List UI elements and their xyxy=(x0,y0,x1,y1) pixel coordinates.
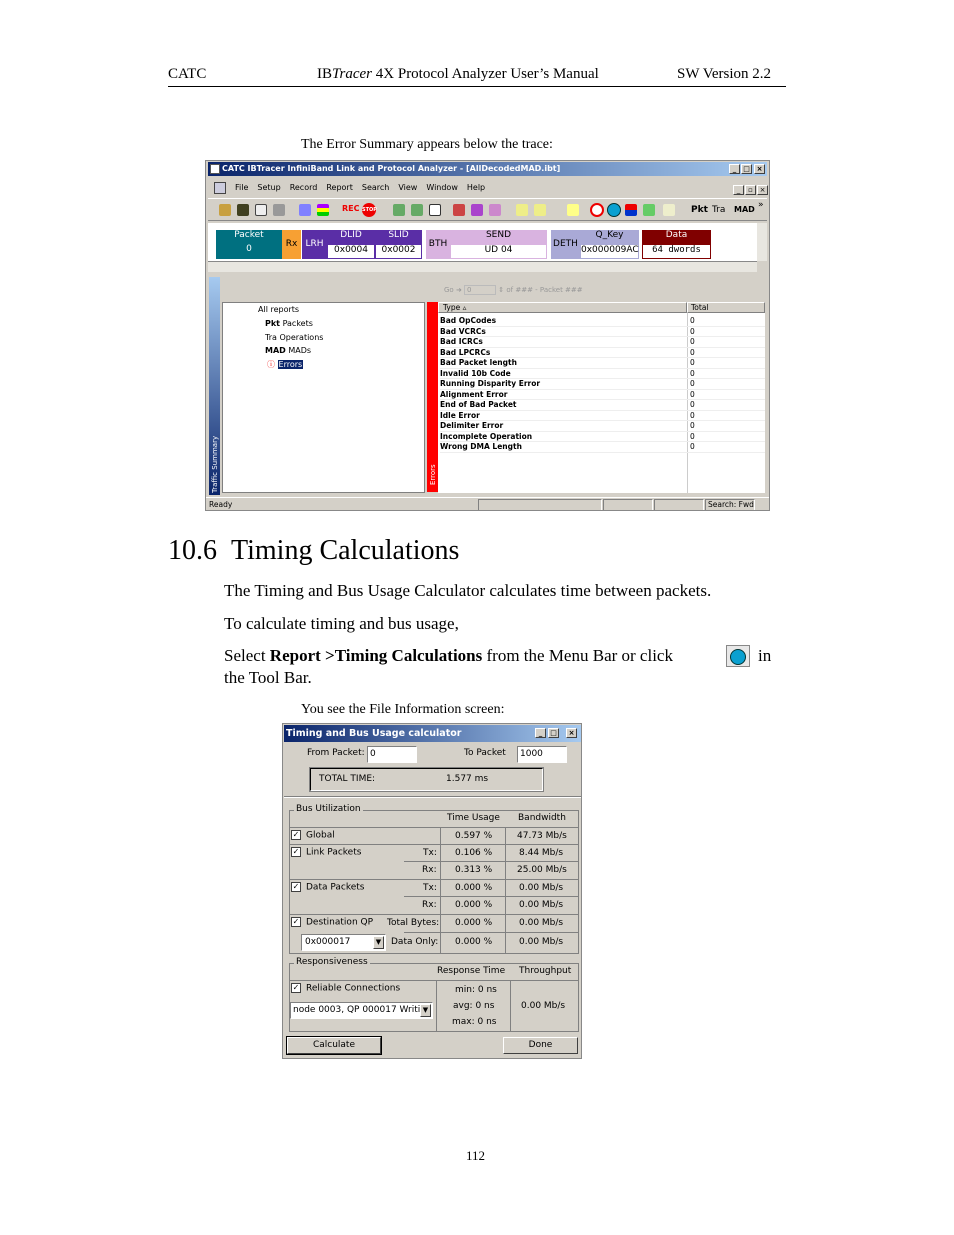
paragraph-3 xyxy=(224,646,673,666)
slid-value: 0x0002 xyxy=(375,244,422,259)
bandwidth-header: Bandwidth xyxy=(518,813,566,823)
grid-line xyxy=(404,896,578,897)
destination-qp-checkbox[interactable] xyxy=(291,917,373,928)
tree-errors-label: Errors xyxy=(278,360,303,369)
error-total: 0 xyxy=(690,389,695,399)
caption-2: You see the File Information screen: xyxy=(301,702,505,717)
goto-label: Go xyxy=(444,286,454,294)
p3-pre: Select xyxy=(224,646,270,665)
link-rx-bandwidth: 25.00 Mb/s xyxy=(517,865,567,875)
total-bytes-time: 0.000 % xyxy=(455,918,493,928)
bth-field[interactable]: BTH xyxy=(426,230,450,259)
grid-line xyxy=(290,980,578,981)
save-icon[interactable] xyxy=(237,204,249,216)
menu-file[interactable]: File xyxy=(235,183,249,192)
timing-calculator-dialog xyxy=(282,723,582,1059)
tra-icon: Tra xyxy=(265,333,277,342)
checkmark-icon: ✓ xyxy=(292,917,300,926)
error-type: Incomplete Operation xyxy=(440,431,533,441)
page-number: 112 xyxy=(466,1148,486,1163)
data-packets-label: Data Packets xyxy=(306,882,365,893)
checkmark-icon: ✓ xyxy=(292,847,300,856)
dlid-value: 0x0004 xyxy=(327,244,375,259)
connection-select[interactable] xyxy=(290,1002,433,1019)
from-packet-input[interactable]: 0 xyxy=(367,746,417,763)
caption-1: The Error Summary appears below the trace: xyxy=(301,137,553,152)
doc-close-button[interactable]: × xyxy=(757,185,768,195)
error-type: Wrong DMA Length xyxy=(440,442,522,451)
link-tx-label: Tx: xyxy=(423,848,437,858)
data-tx-bandwidth: 0.00 Mb/s xyxy=(519,883,564,893)
calc-title-bar xyxy=(284,725,581,742)
mad-icon: MAD xyxy=(265,346,286,355)
doc-minimize-button[interactable]: _ xyxy=(733,185,744,195)
document-icon xyxy=(214,182,226,194)
maximize-button[interactable]: □ xyxy=(741,164,752,174)
qkey-value: 0x000009AC xyxy=(580,244,639,259)
errors-bar xyxy=(427,302,438,492)
wrap-icon[interactable] xyxy=(429,204,441,216)
display-options-icon[interactable] xyxy=(317,204,329,216)
error-total: 0 xyxy=(690,400,695,409)
error-row[interactable] xyxy=(440,400,765,411)
tree-mads-label: MADs xyxy=(288,346,312,355)
menu-search[interactable]: Search xyxy=(361,183,390,192)
header-left: CATC xyxy=(168,66,207,82)
bus-utilization-label: Bus Utilization xyxy=(296,804,361,814)
trace-view xyxy=(208,223,757,261)
tree-mads[interactable] xyxy=(265,346,311,355)
separator xyxy=(284,796,581,798)
traffic-summary-label: Traffic Summary xyxy=(211,435,219,493)
response-max: max: 0 ns xyxy=(452,1017,497,1027)
column-type-label: Type xyxy=(443,303,461,312)
checkmark-icon: ✓ xyxy=(292,882,300,891)
error-icon: ⓘ xyxy=(267,360,275,369)
error-total: 0 xyxy=(690,326,695,336)
header-title-italic: Tracer xyxy=(332,66,373,82)
error-row[interactable] xyxy=(440,411,765,422)
column-type[interactable]: Type ▵ xyxy=(438,302,687,313)
grid-line xyxy=(290,844,578,845)
analyzer-window xyxy=(205,160,770,511)
error-row[interactable] xyxy=(440,432,765,443)
global-checkbox[interactable] xyxy=(291,830,335,841)
error-total: 0 xyxy=(690,368,695,378)
timing-calculations-icon[interactable] xyxy=(607,203,621,217)
minimize-button[interactable]: _ xyxy=(729,164,740,174)
timing-calculations-icon xyxy=(726,645,750,667)
data-tx-time: 0.000 % xyxy=(455,883,493,893)
error-row[interactable] xyxy=(440,442,765,453)
error-type: Bad OpCodes xyxy=(440,316,497,325)
grid-line xyxy=(290,827,578,828)
status-pane xyxy=(603,499,653,511)
link-packets-checkbox[interactable] xyxy=(291,847,361,858)
reliable-connections-checkbox[interactable] xyxy=(291,983,400,994)
link-packets-label: Link Packets xyxy=(306,847,362,858)
deth-field[interactable]: DETH xyxy=(551,230,580,259)
section-number: 10.6 xyxy=(168,535,217,566)
error-row[interactable] xyxy=(440,327,765,338)
chevron-down-icon: ▼ xyxy=(420,1004,431,1017)
error-row[interactable] xyxy=(440,337,765,348)
chevron-down-icon: ▼ xyxy=(373,936,384,949)
goto-input[interactable]: 0 xyxy=(464,285,496,295)
traffic-summary-bar xyxy=(209,277,220,495)
calc-close-button[interactable]: × xyxy=(566,728,577,738)
throughput-header: Throughput xyxy=(519,966,572,976)
packet-info-icon[interactable] xyxy=(567,204,579,216)
link-tx-time: 0.106 % xyxy=(455,848,493,858)
grid-line xyxy=(510,980,511,1031)
error-total: 0 xyxy=(690,347,695,357)
errors-bar-label: Errors xyxy=(429,464,437,485)
doc-restore-button[interactable]: ▫ xyxy=(745,185,756,195)
app-icon xyxy=(210,164,220,174)
error-total: 0 xyxy=(690,410,695,420)
to-packet-label: To Packet xyxy=(464,748,506,758)
hide-skip-icon[interactable] xyxy=(471,204,483,216)
tree-errors[interactable] xyxy=(267,359,303,370)
error-row[interactable] xyxy=(440,348,765,359)
error-total: 0 xyxy=(690,316,695,325)
grid-line xyxy=(440,827,441,953)
packet-number[interactable]: 0 xyxy=(216,244,282,259)
mad-view-button[interactable]: MAD xyxy=(734,205,755,214)
header-rule xyxy=(168,86,786,87)
print-preview-icon[interactable] xyxy=(255,204,267,216)
send-label: SEND xyxy=(450,230,547,244)
hide-idle-icon[interactable] xyxy=(489,204,501,216)
time-usage-header: Time Usage xyxy=(447,813,500,823)
menu-window[interactable]: Window xyxy=(426,183,458,192)
data-only-time: 0.000 % xyxy=(455,937,493,947)
menu-record[interactable]: Record xyxy=(289,183,318,192)
status-pane xyxy=(478,499,602,511)
calculate-button[interactable]: Calculate xyxy=(287,1037,381,1054)
grid-line xyxy=(436,980,437,1031)
checkmark-icon: ✓ xyxy=(292,830,300,839)
menu-setup[interactable]: Setup xyxy=(257,183,281,192)
error-type: Alignment Error xyxy=(440,389,508,399)
data-rx-time: 0.000 % xyxy=(455,900,493,910)
tree-operations-label: Operations xyxy=(279,333,324,342)
response-time-header: Response Time xyxy=(437,966,506,976)
total-time-value: 1.577 ms xyxy=(446,774,489,784)
grid-line xyxy=(404,932,578,933)
destination-qp-value: 0x000017 xyxy=(305,937,351,947)
open-icon[interactable] xyxy=(219,204,231,216)
error-type: Running Disparity Error xyxy=(440,379,541,388)
lrh-field[interactable]: LRH xyxy=(302,230,327,259)
toolbar-overflow-button[interactable]: » xyxy=(758,200,764,210)
throughput-value: 0.00 Mb/s xyxy=(521,1001,566,1011)
dlid-label: DLID xyxy=(327,230,375,244)
direction-rx: Rx xyxy=(282,230,301,259)
error-table xyxy=(438,302,765,493)
calc-title: Timing and Bus Usage calculator xyxy=(286,728,462,739)
error-row[interactable] xyxy=(440,379,765,390)
global-bandwidth: 47.73 Mb/s xyxy=(517,831,567,841)
data-rx-bandwidth: 0.00 Mb/s xyxy=(519,900,564,910)
error-type: Bad Packet length xyxy=(440,358,517,367)
pkt-icon: Pkt xyxy=(265,319,281,328)
error-type: Invalid 10b Code xyxy=(440,368,511,378)
error-type: Bad VCRCs xyxy=(440,326,486,336)
error-total: 0 xyxy=(690,442,695,451)
data-rx-label: Rx: xyxy=(422,900,437,910)
link-rx-time: 0.313 % xyxy=(455,865,493,875)
global-time: 0.597 % xyxy=(455,831,493,841)
slid-label: SLID xyxy=(375,230,422,244)
vertical-scrollbar[interactable] xyxy=(757,223,767,261)
send-value: UD 04 xyxy=(450,244,547,259)
zoom-in-icon[interactable] xyxy=(393,204,405,216)
p3-post: from the Menu Bar or click xyxy=(482,646,673,665)
paragraph-1: The Timing and Bus Usage Calculator calculates time between packets. xyxy=(224,581,712,600)
error-type: Delimiter Error xyxy=(440,421,504,430)
report-tree xyxy=(222,302,425,493)
tree-operations[interactable] xyxy=(265,333,323,342)
packet-label: Packet xyxy=(216,230,282,244)
graph-icon[interactable] xyxy=(663,204,675,216)
tree-packets[interactable] xyxy=(265,319,313,328)
done-button[interactable]: Done xyxy=(503,1037,578,1054)
grid-line xyxy=(505,827,506,953)
data-only-bandwidth: 0.00 Mb/s xyxy=(519,937,564,947)
section-title: Timing Calculations xyxy=(231,535,460,566)
link-rx-label: Rx: xyxy=(422,865,437,875)
p3-bold: Report >Timing Calculations xyxy=(269,646,483,665)
trigger-icon[interactable] xyxy=(299,204,311,216)
transaction-view-button[interactable]: Tra xyxy=(712,205,726,215)
zoom-out-icon[interactable] xyxy=(411,204,423,216)
status-pane xyxy=(654,499,704,511)
error-row[interactable] xyxy=(440,369,765,380)
goto-control: Go ➜ 0 ⇕ of ### - Packet ### xyxy=(444,286,583,294)
responsiveness-label: Responsiveness xyxy=(296,957,368,967)
data-tx-label: Tx: xyxy=(423,883,437,893)
menu-report[interactable]: Report xyxy=(326,183,353,192)
connection-value: node 0003, QP 000017 Writi xyxy=(293,1005,421,1015)
header-right: SW Version 2.2 xyxy=(677,66,772,82)
close-button[interactable]: × xyxy=(754,164,765,174)
tree-all-reports[interactable]: All reports xyxy=(258,305,300,314)
grid-line xyxy=(290,914,578,915)
status-ready: Ready xyxy=(209,500,233,509)
error-type: End of Bad Packet xyxy=(440,400,517,409)
traffic-summary-icon[interactable] xyxy=(625,204,637,216)
column-total[interactable]: Total xyxy=(687,302,765,313)
analyzer-title: CATC IBTracer InfiniBand Link and Protocol Analyzer - [AllDecodedMAD.ibt] xyxy=(222,164,561,173)
error-type: Idle Error xyxy=(440,410,480,420)
stop-button[interactable]: STOP xyxy=(362,203,376,217)
error-summary-icon[interactable] xyxy=(590,203,604,217)
record-button[interactable]: REC xyxy=(342,204,360,213)
total-bytes-label: Total Bytes: xyxy=(387,918,440,928)
menu-view[interactable]: View xyxy=(398,183,418,192)
error-row[interactable] xyxy=(440,358,765,369)
error-type: Bad LPCRCs xyxy=(440,347,491,357)
total-time-label: TOTAL TIME: xyxy=(319,774,376,784)
hide-link-icon[interactable] xyxy=(453,204,465,216)
menu-bar xyxy=(214,180,485,196)
destination-qp-select[interactable] xyxy=(301,934,386,951)
error-total: 0 xyxy=(690,358,695,367)
to-packet-input[interactable]: 1000 xyxy=(517,746,567,763)
total-bytes-bandwidth: 0.00 Mb/s xyxy=(519,918,564,928)
grid-line xyxy=(290,879,578,880)
total-time-box xyxy=(310,768,543,791)
print-icon[interactable] xyxy=(273,204,285,216)
toolbar xyxy=(208,198,767,221)
response-avg: avg: 0 ns xyxy=(453,1001,495,1011)
error-row[interactable] xyxy=(440,421,765,432)
error-type: Bad ICRCs xyxy=(440,337,483,346)
paragraph-2: To calculate timing and bus usage, xyxy=(224,614,459,633)
error-total: 0 xyxy=(690,337,695,346)
error-total: 0 xyxy=(690,421,695,430)
error-total: 0 xyxy=(690,379,695,388)
error-row[interactable] xyxy=(440,390,765,401)
from-packet-label: From Packet: xyxy=(307,748,365,758)
paragraph-3-line2: the Tool Bar. xyxy=(224,668,312,687)
data-value: 64 dwords xyxy=(642,244,711,259)
packet-view-button[interactable]: Pkt xyxy=(691,205,708,215)
status-search-direction: Search: Fwd xyxy=(705,499,755,511)
destination-qp-label: Destination QP xyxy=(306,917,374,928)
reliable-connections-label: Reliable Connections xyxy=(306,983,401,994)
bus-utilization-icon[interactable] xyxy=(643,204,655,216)
header-title-post: 4X Protocol Analyzer User’s Manual xyxy=(372,66,599,82)
horizontal-scrollbar[interactable] xyxy=(208,261,757,272)
data-packets-checkbox[interactable] xyxy=(291,882,364,893)
paragraph-3-end: in xyxy=(758,646,772,665)
header-title-pre: IB xyxy=(317,66,332,82)
error-row[interactable] xyxy=(440,316,765,327)
status-bar xyxy=(206,497,770,511)
search-icon[interactable] xyxy=(516,204,528,216)
data-only-label: Data Only: xyxy=(391,937,439,947)
calc-maximize-button[interactable]: □ xyxy=(548,728,559,738)
link-tx-bandwidth: 8.44 Mb/s xyxy=(519,848,564,858)
qkey-label: Q_Key xyxy=(580,230,639,244)
header-title xyxy=(317,66,599,83)
goto-suffix: of ### - Packet ### xyxy=(506,286,583,294)
response-min: min: 0 ns xyxy=(455,985,497,995)
search-next-icon[interactable] xyxy=(534,204,546,216)
checkmark-icon: ✓ xyxy=(292,983,300,992)
grid-line xyxy=(404,861,578,862)
data-label: Data xyxy=(642,230,711,244)
analyzer-title-bar xyxy=(208,162,767,176)
menu-help[interactable]: Help xyxy=(466,183,486,192)
calc-minimize-button[interactable]: _ xyxy=(535,728,546,738)
tree-packets-label: Packets xyxy=(282,319,313,328)
section-heading xyxy=(168,535,459,567)
global-label: Global xyxy=(306,830,335,841)
error-total: 0 xyxy=(690,431,695,441)
